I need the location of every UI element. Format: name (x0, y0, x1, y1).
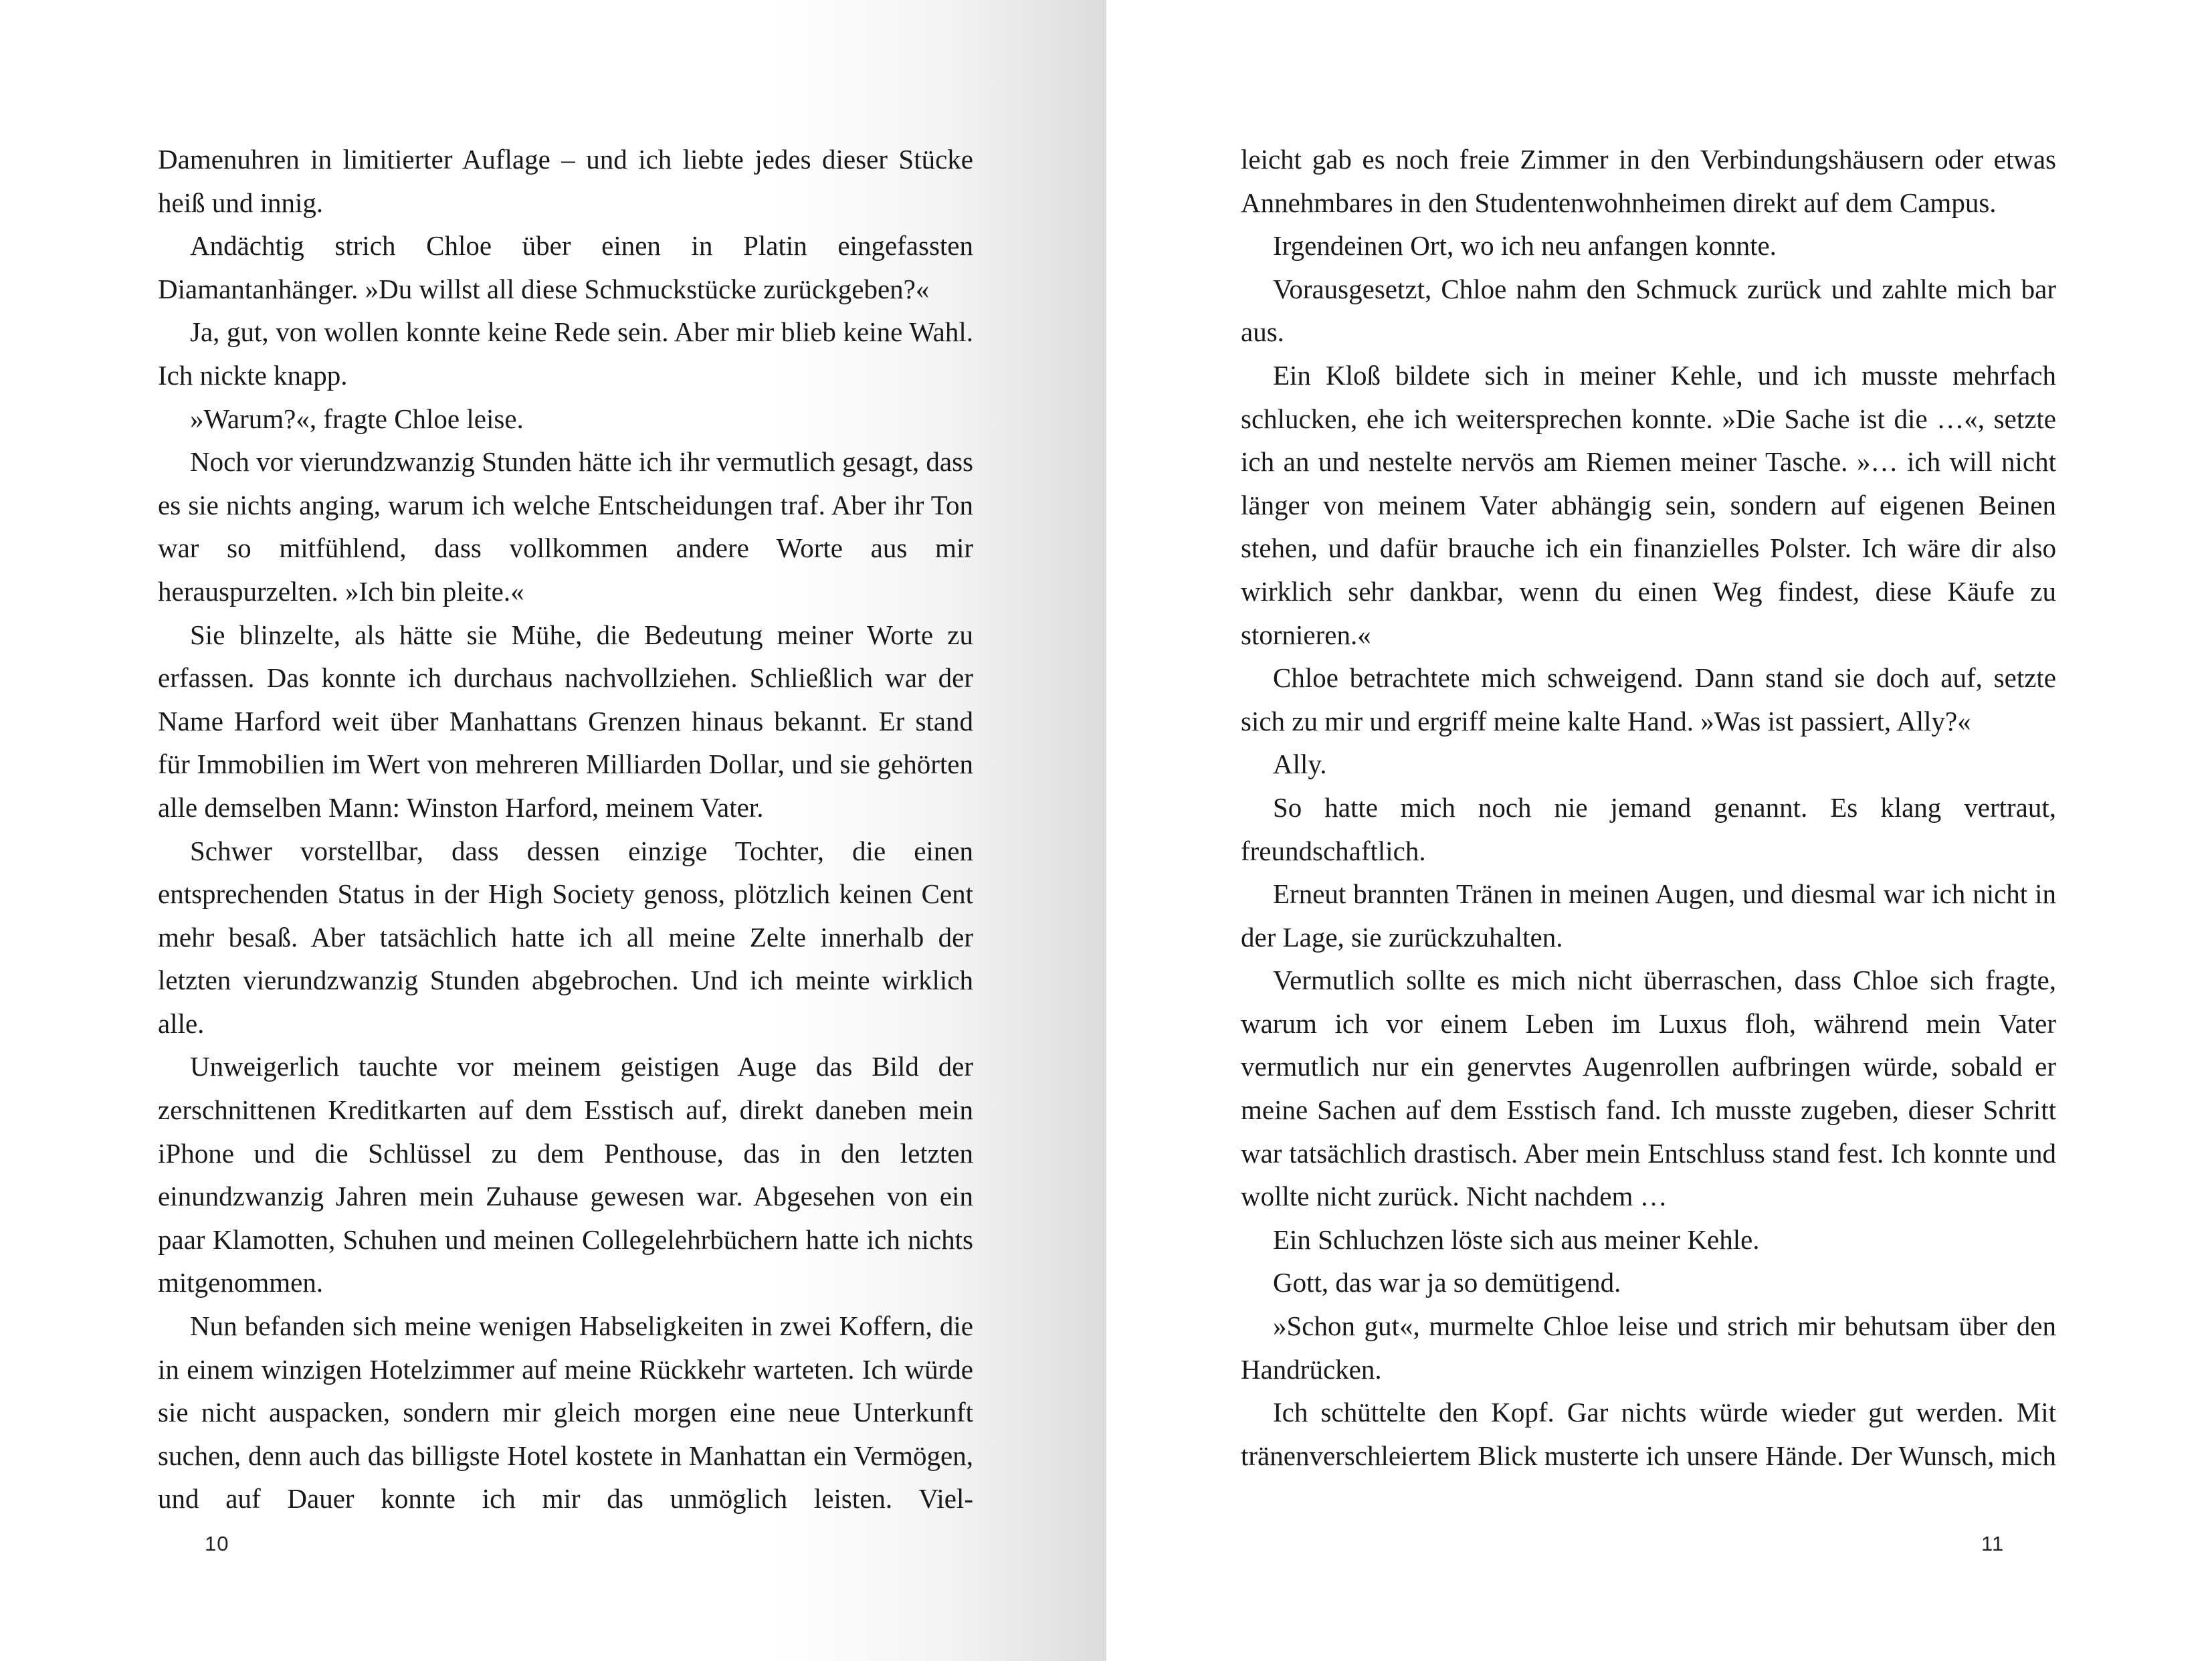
paragraph: Ein Kloß bildete sich in meiner Kehle, und ich musste mehrfach schlucken, ehe ich weitersprechen konnte. »Die Sache ist die …«, setzte ich an und nestelte nervös am Riemen meiner Tasche. »… ich will nicht länger von meinem Vater abhängig sein, sondern auf eigenen Beinen stehen, und dafür brauche ich ein finanzielles Polster. Ich wäre dir also wirklich sehr dankbar, wenn du einen Weg findest, diese Käufe zu stornieren.« (1241, 359, 2056, 650)
paragraph: Noch vor vierundzwanzig Stunden hätte ich ihr vermutlich gesagt, dass es sie nichts anging, warum ich welche Entscheidungen traf. Aber ihr Ton war so mitfühlend, dass vollkommen andere Worte aus mir herauspurzelten. »Ich bin pleite.« (158, 446, 973, 607)
paragraph: Nun befanden sich meine wenigen Habseligkeiten in zwei Koffern, die in einem winzigen Hotelzimmer auf meine Rückkehr warteten. Ich würde sie nicht auspacken, sondern mir gleich morgen eine neue Unterkunft suchen, denn auch das billigste Hotel kostete in Manhattan ein Vermögen, und auf Dauer konnte ich mir das unmöglich leisten. Viel- (158, 1310, 973, 1515)
paragraph: Schwer vorstellbar, dass dessen einzige Tochter, die einen entsprechenden Status in der High Society genoss, plötzlich keinen Cent mehr besaß. Aber tatsächlich hatte ich all meine Zelte innerhalb der letzten vierundzwanzig Stunden abgebrochen. Und ich meinte wirklich alle. (158, 835, 973, 1039)
paragraph: Ich schüttelte den Kopf. Gar nichts würde wieder gut werden. Mit tränenverschleiertem Blick musterte ich unsere Hände. Der Wunsch, mich (1241, 1397, 2056, 1471)
right-page-text (1241, 138, 2056, 1477)
paragraph: Ein Schluchzen löste sich aus meiner Kehle. (1273, 1224, 1760, 1255)
page-number: 10 (205, 1532, 229, 1555)
paragraph: So hatte mich noch nie jemand genannt. Es klang vertraut, freundschaftlich. (1241, 791, 2056, 866)
paragraph: Vermutlich sollte es mich nicht überraschen, dass Chloe sich fragte, warum ich vor einem Leben im Luxus floh, während mein Vater vermutlich nur ein genervtes Augenrollen aufbringen würde, sobald er meine Sachen auf dem Esstisch fand. Ich musste zugeben, dieser Schritt war tatsächlich drastisch. Aber mein Entschluss stand fest. Ich konnte und wollte nicht zurück. Nicht nachdem … (1241, 965, 2056, 1212)
paragraph: Erneut brannten Tränen in meinen Augen, und diesmal war ich nicht in der Lage, sie zurückzuhalten. (1241, 878, 2056, 953)
paragraph: Damenuhren in limitierter Auflage – und ich liebte jedes dieser Stücke heiß und innig. (158, 144, 973, 218)
paragraph: Ally. (1273, 749, 1327, 780)
paragraph: Vorausgesetzt, Chloe nahm den Schmuck zurück und zahlte mich bar aus. (1241, 273, 2056, 348)
paragraph: Gott, das war ja so demütigend. (1273, 1267, 1621, 1298)
left-page-text (158, 138, 973, 1521)
right-page (1106, 0, 2212, 1661)
paragraph: Unweigerlich tauchte vor meinem geistigen Auge das Bild der zerschnittenen Kreditkarten auf dem Esstisch auf, direkt daneben mein iPhone und die Schlüssel zu dem Penthouse, das in den letzten einundzwanzig Jahren mein Zuhause gewesen war. Abgesehen von ein paar Klamotten, Schuhen und meinen Collegelehrbüchern hatte ich nichts mitgenommen. (158, 1051, 973, 1298)
paragraph: Andächtig strich Chloe über einen in Platin eingefassten Diamantanhänger. »Du willst all diese Schmuckstücke zurückgeben?« (158, 230, 973, 304)
paragraph: Chloe betrachtete mich schweigend. Dann stand sie doch auf, setzte sich zu mir und ergriff meine kalte Hand. »Was ist passiert, Ally?« (1241, 662, 2056, 737)
paragraph: Sie blinzelte, als hätte sie Mühe, die Bedeutung meiner Worte zu erfassen. Das konnte ich durchaus nachvollziehen. Schließlich war der Name Harford weit über Manhattans Grenzen hinaus bekannt. Er stand für Immobilien im Wert von mehreren Milliarden Dollar, und sie gehörten alle demselben Mann: Winston Harford, meinem Vater. (158, 619, 973, 823)
paragraph: Ja, gut, von wollen konnte keine Rede sein. Aber mir blieb keine Wahl. Ich nickte knapp. (158, 316, 973, 391)
paragraph: »Warum?«, fragte Chloe leise. (190, 403, 524, 434)
paragraph: »Schon gut«, murmelte Chloe leise und strich mir behutsam über den Handrücken. (1241, 1310, 2056, 1385)
paragraph: Irgendeinen Ort, wo ich neu anfangen konnte. (1273, 230, 1777, 262)
page-number: 11 (1981, 1532, 2005, 1555)
paragraph: leicht gab es noch freie Zimmer in den Verbindungshäusern oder etwas Annehmbares in den Studentenwohnheimen direkt auf dem Campus. (1241, 144, 2056, 218)
